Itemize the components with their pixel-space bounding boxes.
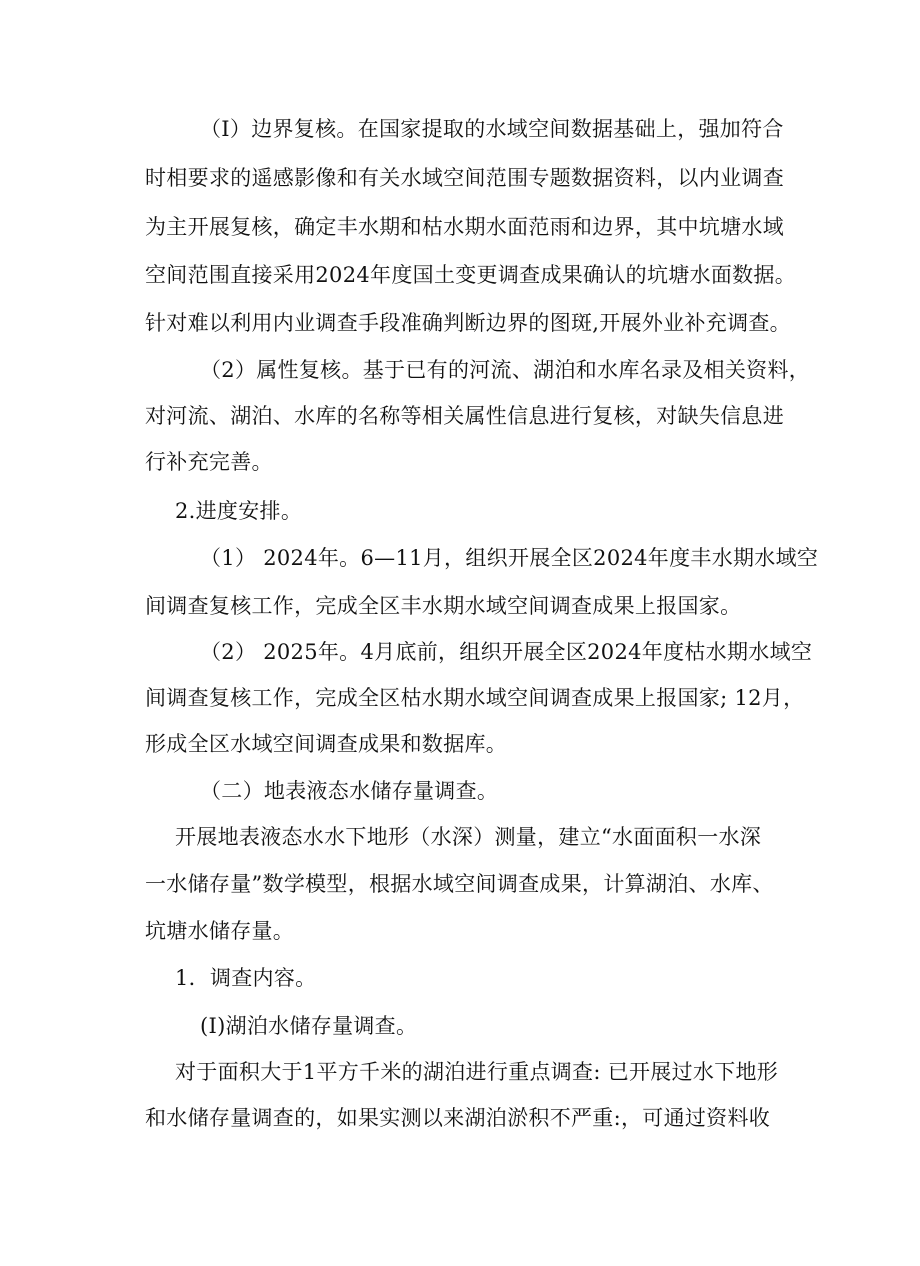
section-heading: (I)湖泊水储存量调查。 — [200, 1014, 418, 1038]
paragraph-line: 间调查复核工作，完成全区枯水期水域空间调查成果上报国家; 12月， — [145, 686, 805, 710]
paragraph-line: 开展地表液态水水下地形（水深）测量，建立“水面面积一水深 — [175, 825, 762, 849]
paragraph-line: （I）边界复核。在国家提取的水域空间数据基础上，强加符合 — [200, 117, 784, 141]
section-heading: （二）地表液态水储存量调查。 — [200, 779, 499, 803]
paragraph-line: （2）属性复核。基于已有的河流、湖泊和水库名录及相关资料， — [200, 358, 811, 382]
paragraph-line: （2） 2025年。4月底前，组织开展全区2024年度枯水期水域空 — [200, 640, 813, 664]
paragraph-line: 空间范围直接采用2024年度国土变更调查成果确认的坑塘水面数据。 — [145, 263, 797, 287]
section-heading: 2.进度安排。 — [175, 499, 303, 523]
paragraph-line: 针对难以利用内业调查手段准确判断边界的图斑,开展外业补充调查。 — [145, 311, 791, 335]
paragraph-line: 和水储存量调查的，如果实测以来湖泊淤积不严重:，可通过资料收 — [145, 1106, 771, 1130]
paragraph-line: 对河流、湖泊、水库的名称等相关属性信息进行复核，对缺失信息进 — [145, 404, 784, 428]
section-heading: 1．调查内容。 — [175, 966, 317, 990]
paragraph-line: 时相要求的遥感影像和有关水域空间范围专题数据资料，以内业调查 — [145, 166, 784, 190]
paragraph-line: 行补充完善。 — [145, 450, 273, 474]
paragraph-line: 为主开展复核，确定丰水期和枯水期水面范雨和边界，其中坑塘水域 — [145, 215, 784, 239]
paragraph-line: 一水储存量”数学模型，根据水域空间调查成果，计算湖泊、水库、 — [145, 872, 774, 896]
paragraph-line: 对于面积大于1平方千米的湖泊进行重点调查: 已开展过水下地形 — [175, 1060, 779, 1084]
paragraph-line: 间调查复核工作，完成全区丰水期水域空间调查成果上报国家。 — [145, 594, 742, 618]
paragraph-line: （1） 2024年。6—11月，组织开展全区2024年度丰水期水域空 — [200, 546, 819, 570]
paragraph-line: 形成全区水域空间调查成果和数据库。 — [145, 732, 508, 756]
paragraph-line: 坑塘水储存量。 — [145, 919, 295, 943]
